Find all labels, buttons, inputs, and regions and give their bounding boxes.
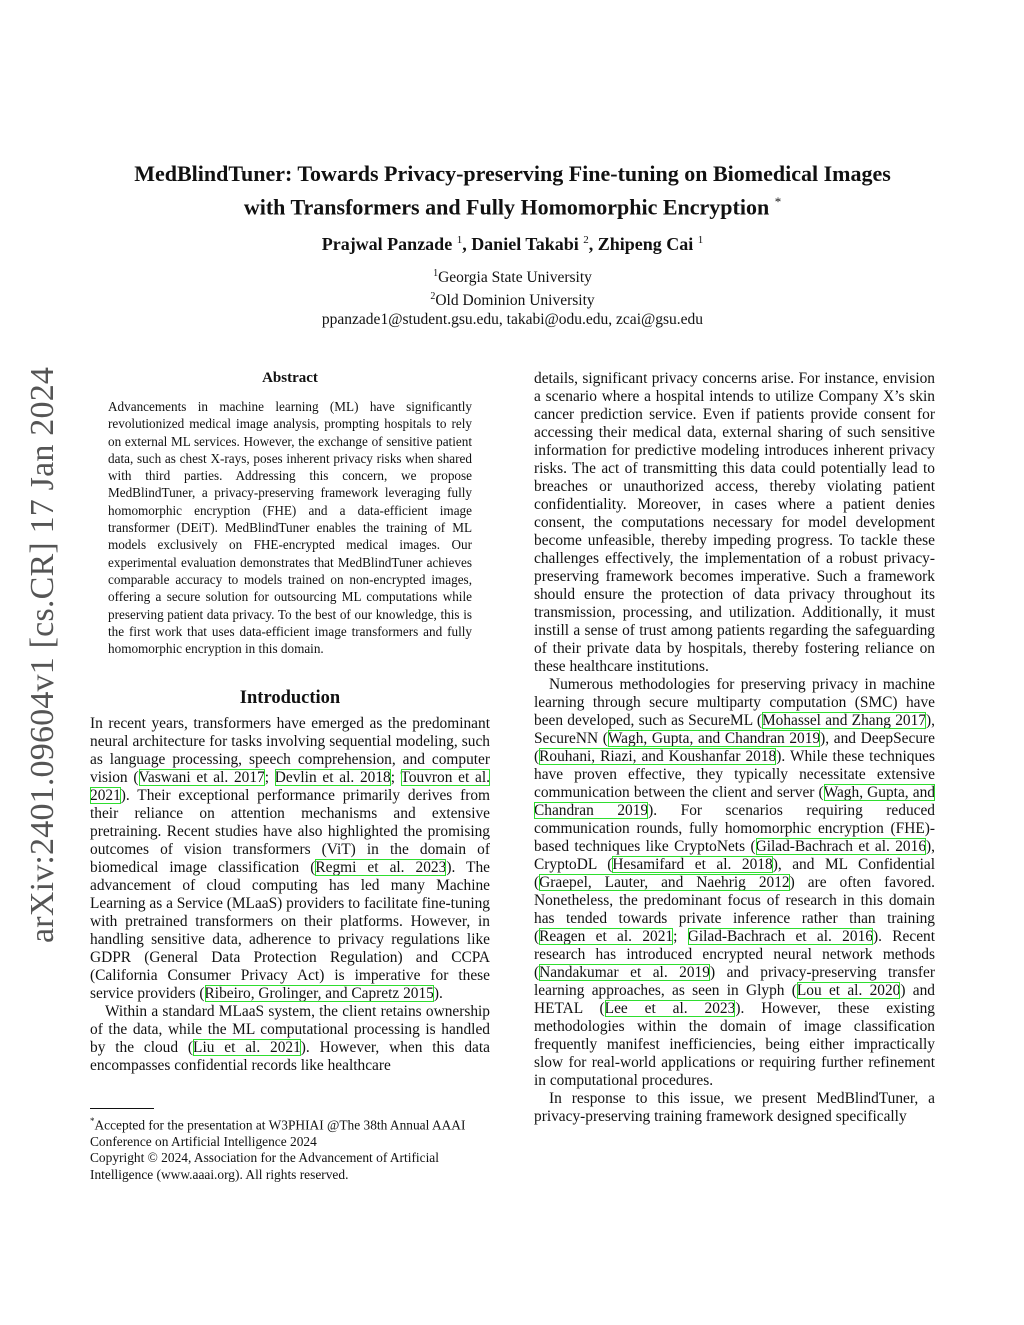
author-emails: ppanzade1@student.gsu.edu, takabi@odu.edu, zcai@gsu.edu — [321, 311, 704, 329]
paragraph-text: ) and privacy-preserving transfer learning approaches, as seen in Glyph ( — [534, 964, 936, 999]
citation-link[interactable]: Gilad-Bachrach et al. 2016 — [687, 928, 873, 945]
body-paragraph — [534, 1090, 935, 1126]
citation-link[interactable]: Touvron et al. 2021 — [90, 769, 490, 804]
author-list: Prajwal Panzade $^1$, Daniel Takabi $^2$, Zhipeng Cai $^1$ — [321, 234, 704, 254]
author-name: Zhipeng Cai — [597, 234, 694, 254]
affiliations — [90, 264, 935, 329]
affiliation-name: Georgia State University — [438, 269, 592, 287]
citation-link[interactable]: Ribeiro, Grolinger, and Capretz 2015 — [204, 985, 434, 1002]
paragraph-text: ). The advancement of cloud computing has led many Machine Learning as a Service (MLaaS) providers to facilitate fine-tuning with pretrained transformers on their platforms. However, in handling sensitive data, adherence to privacy regulations like GDPR (General Data Protection Regulation) and CCPA (California Consumer Privacy Act) is imperative for these service providers ( — [90, 859, 491, 1002]
right-column-body — [534, 370, 935, 1126]
paragraph-text: ) are often favored. Nonetheless, the predominant focus of research in this domain has tended towards private inference rather than training ( — [534, 874, 936, 945]
title-footnote-mark: * — [774, 194, 782, 209]
paragraph-text: Numerous methodologies for preserving privacy in machine learning through secure multiparty computation (SMC) have been developed, such as SecureML ( — [534, 676, 935, 729]
citation-link[interactable]: Graepel, Lauter, and Naehrig 2012 — [539, 874, 790, 891]
citation-link[interactable]: Liu et al. 2021 — [193, 1039, 301, 1056]
paragraph-text: details, significant privacy concerns arise. For instance, envision a scenario where a hospital intends to utilize Company X’s skin cancer prediction service. Even if patients provide consent for accessing their medical data, external sharing of such sensitive information for predictive modeling introduces inherent privacy risks. The act of transmitting this data could potentially lead to breaches or unauthorized access, thereby violating patient confidentiality. Moreover, in cases where a patient denies consent, the computations necessary for model development become unfeasible, thereby impeding progress. To tackle these challenges effectively, the implementation of a robust privacy-preserving framework becomes imperative. Such a framework should ensure the protection of data privacy throughout its transmission, processing, and utilization. Additionally, it must instill a sense of trust among patients regarding the safeguarding of their private data by hospitals, thereby fostering reliance on these healthcare institutions. — [534, 370, 935, 675]
paragraph-text: ) and HETAL ( — [534, 982, 935, 1017]
paragraph-text: ), and DeepSecure ( — [534, 730, 935, 765]
author-affil-mark: 1 — [456, 234, 463, 246]
citation-link[interactable]: Hesamifard et al. 2018 — [612, 856, 773, 873]
citation-link[interactable]: Reagen et al. 2021 — [539, 928, 674, 945]
body-paragraph — [90, 1003, 490, 1075]
author-affil-mark: 1 — [697, 234, 704, 246]
paragraph-text: In recent years, transformers have emerged as the predominant neural architecture for tasks involving sequential modeling, such as language processing, speech comprehension, and computer vision ( — [90, 715, 490, 786]
title-line-2-text: with Transformers and Fully Homomorphic Encryption — [243, 194, 770, 220]
paragraph-text: ). However, these existing methodologies within the domain of image classification frequently manifest inefficiencies, being either impractically slow for real-world applications or requiring further refinement in computational procedures. — [534, 1000, 936, 1089]
abstract-heading: Abstract — [262, 370, 318, 386]
affiliation-number: 2 — [430, 291, 436, 303]
paragraph-text: ). However, when this data encompasses confidential records like healthcare — [90, 1039, 490, 1074]
citation-link[interactable]: Nandakumar et al. 2019 — [539, 964, 710, 981]
arxiv-identifier: arXiv:2401.09604v1 [cs.CR] 17 Jan 2024 — [24, 366, 61, 944]
introduction-heading: Introduction — [239, 688, 341, 708]
paragraph-text: In response to this issue, we present MedBlindTuner, a privacy-preserving training framework designed specifically — [534, 1090, 935, 1125]
paragraph-text: ), CryptoDL ( — [534, 838, 935, 873]
paragraph-text: Within a standard MLaaS system, the client retains ownership of the data, while the ML computational processing is handled by the cloud ( — [90, 1003, 490, 1056]
title-line-1: MedBlindTuner: Towards Privacy-preserving Fine-tuning on Biomedical Images — [134, 161, 891, 186]
citation-link[interactable]: Lee et al. 2023 — [604, 1000, 736, 1017]
citation-link[interactable]: Wagh, Gupta, and Chandran 2019 — [534, 784, 935, 819]
paragraph-text: ). Their exceptional performance primarily derives from their reliance on attention mechanisms and extensive pretraining. Recent studies have also highlighted the promising outcomes of vision transformers (ViT) in the domain of biomedical image classification ( — [90, 787, 490, 876]
affiliation — [90, 287, 935, 310]
citation-link[interactable]: Regmi et al. 2023 — [315, 859, 447, 876]
affiliation — [90, 264, 935, 287]
abstract-text: Advancements in machine learning (ML) have significantly revolutionized medical image analysis, prompting hospitals to rely on external ML services. However, the exchange of sensitive patient data, such as chest X-rays, poses inherent privacy risks when shared with third parties. Addressing this concern, we propose MedBlindTuner, a privacy-preserving framework leveraging fully homomorphic encryption (FHE) and a data-efficient image transformer (DEiT). MedBlindTuner enables the training of ML models exclusively on FHE-encrypted medical images. Our experimental evaluation demonstrates that MedBlindTuner achieves comparable accuracy to models trained on non-encrypted images, offering a secure solution for outsourcing ML computations while preserving patient data privacy. To the best of our knowledge, this is the first work that uses data-efficient image transformers and fully homomorphic encryption in this domain. — [108, 399, 472, 657]
citation-link[interactable]: Vaswani et al. 2017 — [138, 769, 265, 786]
body-paragraph — [534, 676, 935, 1090]
paragraph-text: ; — [673, 928, 688, 945]
footnote-copyright: Copyright © 2024, Association for the Advancement of Artificial Intelligence (www.aaai.org). All rights reserved. — [90, 1150, 439, 1182]
paragraph-text: ). For scenarios requiring reduced communication rounds, fully homomorphic encryption (FHE)-based techniques like CryptoNets ( — [534, 802, 935, 855]
footnote — [90, 1113, 490, 1183]
body-paragraph — [534, 370, 935, 676]
paragraph-text: ), and ML Confidential ( — [534, 856, 935, 891]
footnote-accepted-text: Accepted for the presentation at W3PHIAI @The 38th Annual AAAI Conference on Artificial Intelligence 2024 — [90, 1117, 466, 1149]
paragraph-text: ). Recent research has introduced encrypted neural network methods ( — [534, 928, 935, 981]
body-paragraph — [90, 715, 490, 1003]
citation-link[interactable]: Mohassel and Zhang 2017 — [761, 712, 927, 729]
citation-link[interactable]: Wagh, Gupta, and Chandran 2019 — [607, 730, 821, 747]
affiliation-name: Old Dominion University — [435, 292, 595, 310]
author-affil-mark: 2 — [583, 234, 589, 246]
citation-link[interactable]: Devlin et al. 2018 — [274, 769, 391, 786]
paragraph-text: ; — [390, 769, 401, 786]
left-column-body — [90, 715, 490, 1075]
paragraph-text: ). While these techniques have proven effective, they typically necessitate extensive communication between the client and server ( — [534, 748, 935, 801]
title-line-2 — [90, 188, 935, 221]
citation-link[interactable]: Lou et al. 2020 — [796, 982, 901, 999]
paragraph-text: ). — [433, 985, 443, 1002]
citation-link[interactable]: Rouhani, Riazi, and Koushanfar 2018 — [539, 748, 777, 765]
author-name: Daniel Takabi — [471, 234, 579, 254]
author-name: Prajwal Panzade — [321, 234, 453, 254]
paragraph-text: ; — [264, 769, 275, 786]
footnote-mark: * — [90, 1116, 95, 1126]
affiliation-number: 1 — [433, 268, 439, 279]
paragraph-text: ), SecureNN ( — [534, 712, 936, 747]
paper-title — [90, 160, 935, 221]
footnote-accepted — [90, 1113, 490, 1150]
footnote-divider — [90, 1108, 154, 1109]
citation-link[interactable]: Gilad-Bachrach et al. 2016 — [755, 838, 927, 855]
